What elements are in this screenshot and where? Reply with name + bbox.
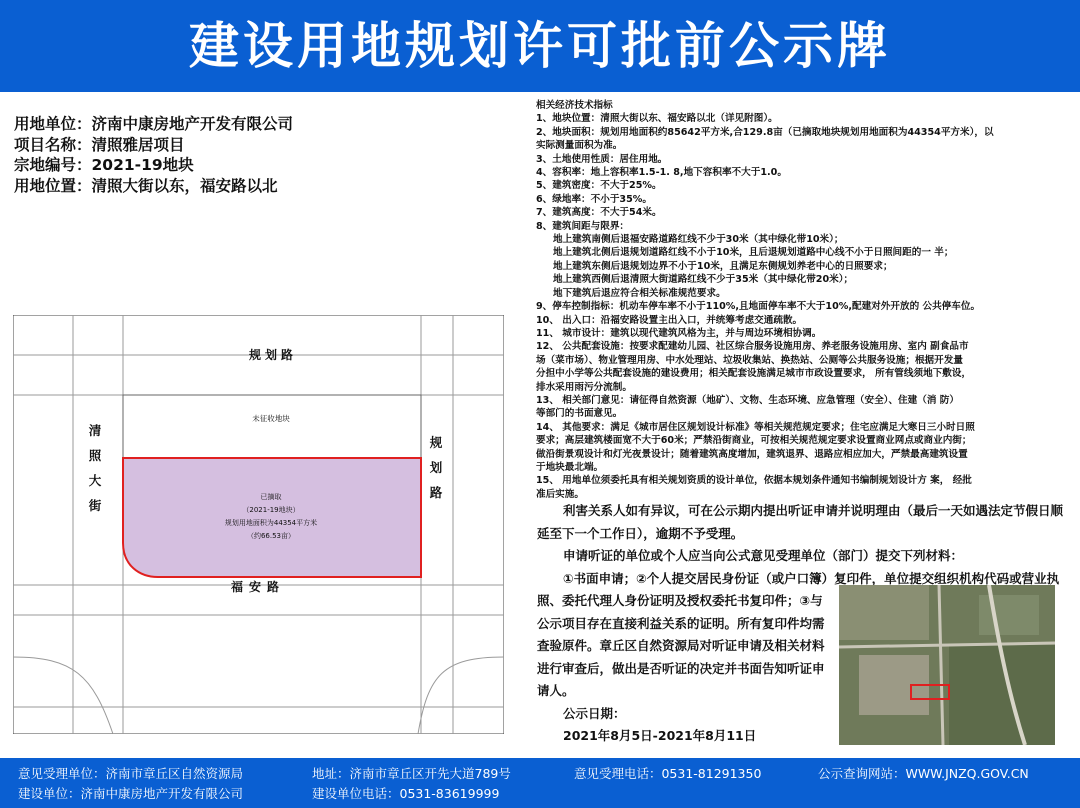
- tech-line: 15、 用地单位须委托具有相关规划资质的设计单位，依据本规划条件通知书编制规划设计方 案， 经批: [536, 475, 972, 487]
- notice-text: 照、委托代理人身份证明及授权委托书复印件；③与公示项目存在直接利益关系的证明。所有复印件均需查验原件。章丘区自然资源局对听证申请及相关材料进行审查后，做出是否听证的决定并书面告知听证申请人。: [537, 593, 825, 698]
- notice-text: ①书面申请；②个人提交居民身份证（或户口簿）复印件，单位提交组织机构代码或营业执: [563, 570, 1060, 586]
- info-location: 用地位置：清照大街以东，福安路以北: [14, 176, 278, 195]
- tech-line: 地上建筑北侧后退规划道路红线不小于10米，且后退规划道路中心线不小于日照间距的一 半；: [553, 247, 954, 259]
- tech-line: 等部门的书面意见。: [536, 408, 623, 420]
- tech-line: 地下建筑后退应符合相关标准规范要求。: [553, 287, 726, 299]
- west-road-label: 清照大街: [88, 423, 102, 513]
- footer-receiving-unit: 意见受理单位：济南市章丘区自然资源局: [18, 766, 244, 781]
- info-land-user: 用地单位：济南中康房地产开发有限公司: [14, 115, 294, 133]
- footer-phone: 意见受理电话：0531-81291350: [573, 766, 762, 781]
- tech-line: 5、建筑密度：不大于25%。: [536, 180, 662, 192]
- technical-indicators: [536, 99, 1056, 501]
- footer-builder: 建设单位：济南中康房地产开发有限公司: [18, 786, 244, 801]
- parcel-label: （约66.53亩）: [246, 532, 296, 540]
- parcel-label: 已摘取: [260, 493, 282, 501]
- notice-text: 申请听证的单位或个人应当向公式意见受理单位（部门）提交下列材料：: [563, 548, 964, 563]
- tech-line: 9、停车控制指标：机动车停车率不小于110%,且地面停车率不大于10%,配建对外开放的 公共停车位。: [536, 301, 981, 313]
- satellite-location-image: [839, 585, 1055, 745]
- info-project-name: 项目名称：清照雅居项目: [14, 135, 185, 154]
- parcel-label: （2021-19地块）: [242, 506, 300, 514]
- info-parcel-number: 宗地编号：2021-19地块: [14, 156, 194, 174]
- tech-line: 要求；高层建筑楼面宽不大于60米；严禁沿街商业，可按相关规范规定要求设置商业网点或商业内街；: [536, 435, 972, 447]
- tech-line: 6、绿地率：不小于35%。: [536, 193, 652, 205]
- site-plan-map: [13, 315, 504, 734]
- parcel-label: 规划用地面积为44354平方米: [224, 519, 318, 527]
- tech-line: 地上建筑西侧后退清照大街道路红线不少于35米（其中绿化带20米）；: [553, 274, 854, 286]
- tech-line: 14、 其他要求：满足《城市居住区规划设计标准》等相关规范规定要求；住宅应满足大寒日三小时日照: [536, 421, 975, 433]
- south-road-label: 福安路: [230, 580, 286, 594]
- tech-line: 11、 城市设计：建筑以现代建筑风格为主，并与周边环境相协调。: [536, 327, 822, 339]
- page-title: 建设用地规划许可批前公示牌: [189, 17, 891, 75]
- tech-line: 13、 相关部门意见：请征得自然资源（地矿）、文物、生态环境、应急管理（安全）、住建（消 防）: [536, 394, 959, 406]
- tech-line: 10、 出入口：沿福安路设置主出入口，并统筹考虑交通疏散。: [536, 314, 803, 326]
- project-info: [14, 114, 293, 196]
- notice-date-label: 公示日期：: [563, 705, 626, 721]
- tech-line: 分担中小学等公共配套设施的建设费用；相关配套设施满足城市市政设置要求， 所有管线须地下敷设，: [536, 368, 972, 380]
- footer-banner: [0, 758, 1080, 808]
- tech-line: 地上建筑南侧后退福安路道路红线不少于30米（其中绿化带10米）；: [553, 234, 844, 246]
- tech-line: 4、容积率：地上容积率1.5-1. 8,地下容积率不大于1.0。: [536, 167, 787, 179]
- footer-builder-phone: 建设单位电话：0531-83619999: [311, 786, 500, 801]
- notice-date-value: 2021年8月5日-2021年8月11日: [563, 728, 757, 743]
- tech-line: 7、建筑高度：不大于54米。: [536, 207, 662, 219]
- east-road-label: 规划路: [429, 435, 443, 500]
- tech-line: 2、地块面积：规划用地面积约85642平方米,合129.8亩（已摘取地块规划用地面积为44354平方米），以: [536, 126, 994, 138]
- notice-text: 利害关系人如有异议，可在公示期内提出听证申请并说明理由（最后一天如遇法定节假日顺: [563, 503, 1064, 518]
- tech-line: 于地块最北端。: [536, 461, 604, 473]
- tech-line: 场（菜市场）、物业管理用房、中水处理站、垃圾收集站、换热站、公厕等公共服务设施；根据开发量: [536, 354, 963, 366]
- footer-website[interactable]: 公示查询网站：WWW.JNZQ.GOV.CN: [817, 766, 1029, 781]
- acquired-parcel: [123, 458, 421, 577]
- unacquired-label: 未征收地块: [252, 414, 290, 423]
- north-road-label: 规划路: [248, 348, 298, 362]
- footer-address: 地址：济南市章丘区开先大道789号: [311, 766, 511, 781]
- notice-text: 延至下一个工作日），逾期不予受理。: [537, 525, 744, 541]
- tech-line: 实际测量面积为准。: [536, 140, 623, 152]
- tech-line: 排水采用雨污分流制。: [536, 381, 632, 393]
- tech-line: 3、土地使用性质：居住用地。: [536, 153, 668, 165]
- tech-line: 地上建筑东侧后退规划边界不小于10米，且满足东侧规划养老中心的日照要求；: [553, 260, 893, 272]
- tech-heading: 相关经济技术指标: [536, 100, 613, 111]
- title-banner: [0, 0, 1080, 92]
- tech-line: 12、 公共配套设施：按要求配建幼儿园、社区综合服务设施用房、养老服务设施用房、室内 副食品市: [536, 341, 969, 353]
- tech-line: 8、建筑间距与限界：: [536, 220, 630, 232]
- tech-line: 做沿街景观设计和灯光夜景设计；随着建筑高度增加，建筑退界、退路应相应加大，严禁最高建筑设置: [536, 448, 968, 460]
- tech-line: 1、地块位置：清照大街以东、福安路以北（详见附图）。: [536, 113, 778, 125]
- tech-line: 准后实施。: [536, 488, 584, 500]
